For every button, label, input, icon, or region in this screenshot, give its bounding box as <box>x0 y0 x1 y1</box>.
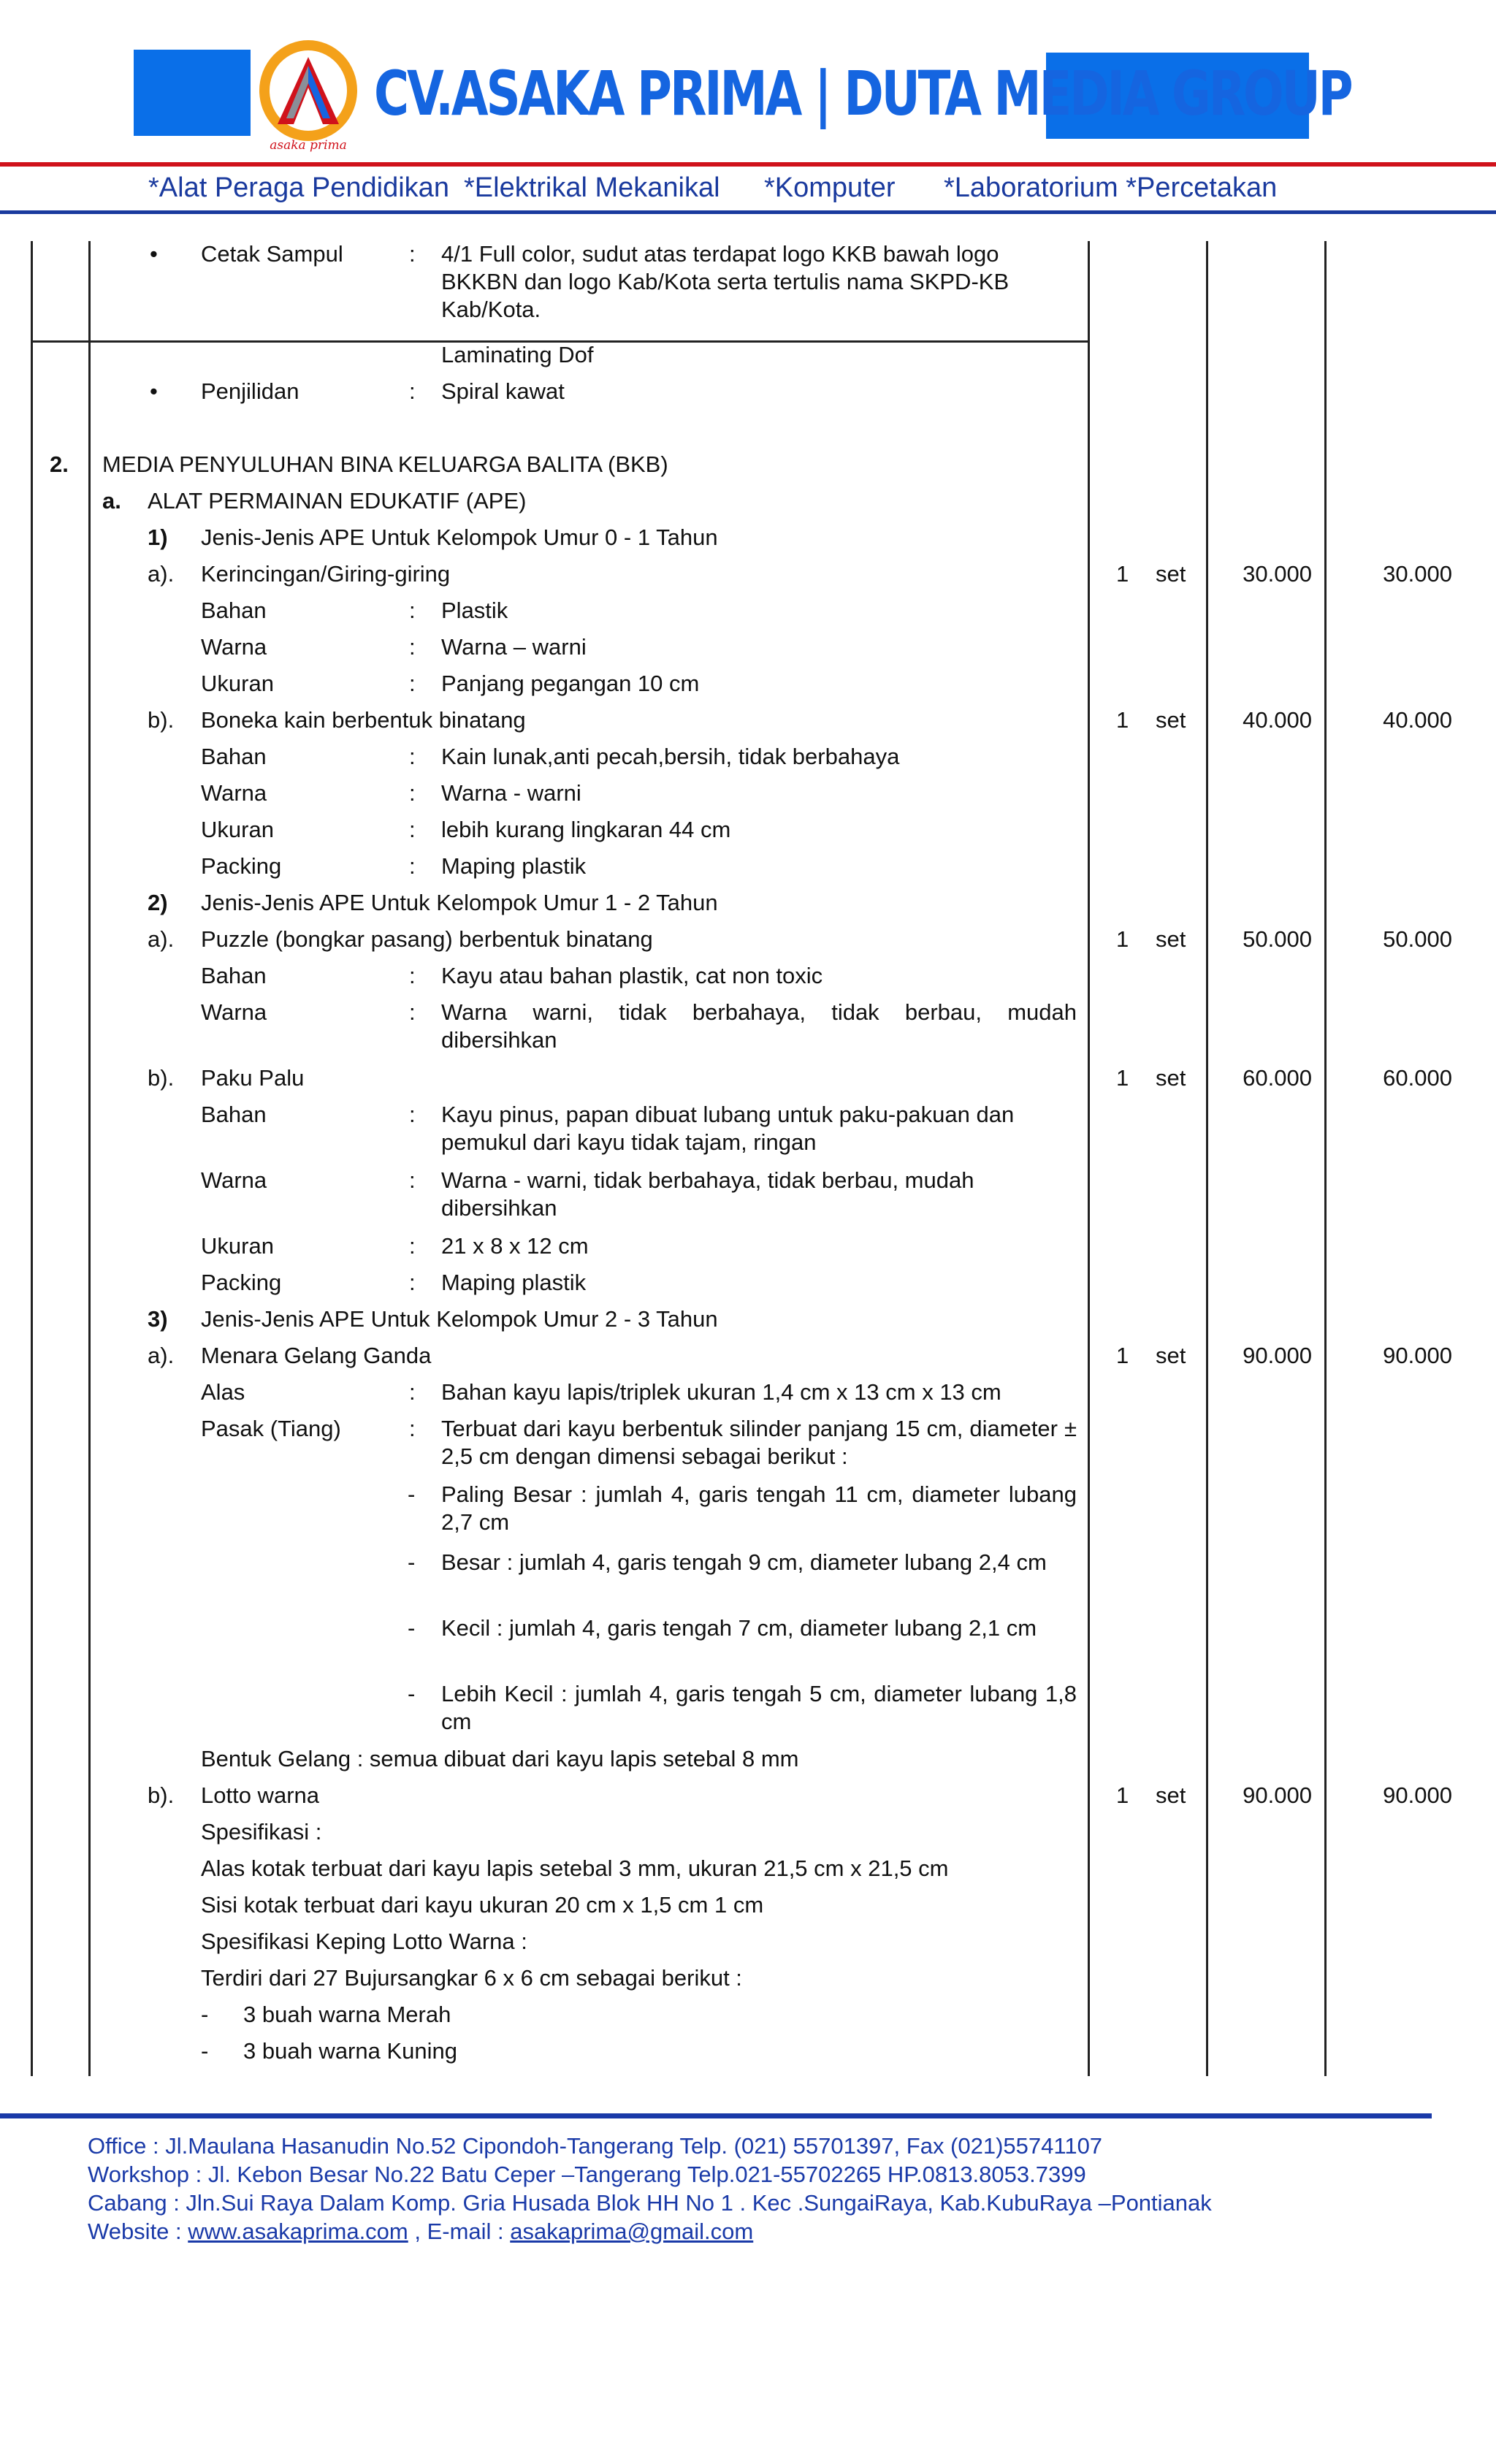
spec-value: Panjang pegangan 10 cm <box>441 671 700 696</box>
colon: : <box>409 1270 416 1295</box>
group-2-title: Jenis-Jenis APE Untuk Kelompok Umur 1 - 2 Tahun <box>201 890 718 915</box>
item-no: b). <box>148 1782 175 1808</box>
colon: : <box>409 1416 416 1441</box>
item-price: 30.000 <box>1243 561 1312 587</box>
table-col-desc <box>1088 241 1090 2076</box>
item-qty: 1 <box>1116 1782 1129 1808</box>
spec-note: Bentuk Gelang : semua dibuat dari kayu lapis setebal 8 mm <box>201 1746 799 1771</box>
item-name: Puzzle (bongkar pasang) berbentuk binatang <box>201 926 653 952</box>
item-name: Boneka kain berbentuk binatang <box>201 707 526 733</box>
item-name: Paku Palu <box>201 1065 305 1091</box>
spec-value: Warna warni, tidak berbahaya, tidak berbau, mudah dibersihkan <box>441 999 1077 1053</box>
spec-value: Maping plastik <box>441 853 587 879</box>
spec-value: 21 x 8 x 12 cm <box>441 1233 589 1259</box>
item-unit: set <box>1156 1065 1186 1091</box>
spec-label: Ukuran <box>201 671 274 696</box>
item-unit: set <box>1156 1343 1186 1368</box>
header-red-line <box>0 162 1496 167</box>
section-number: 2. <box>50 451 69 477</box>
tagline-bar <box>0 172 1496 209</box>
dash: - <box>201 2038 209 2064</box>
spec-value: Warna - warni, tidak berbahaya, tidak berbau, mudah dibersihkan <box>441 1167 974 1221</box>
header-navy-line <box>0 210 1496 214</box>
colon: : <box>409 744 416 769</box>
spec-value: Kain lunak,anti pecah,bersih, tidak berbahaya <box>441 744 900 769</box>
spec-label: Ukuran <box>201 1233 274 1259</box>
colon: : <box>409 241 416 267</box>
item-price: 60.000 <box>1243 1065 1312 1091</box>
spec-line: Sisi kotak terbuat dari kayu ukuran 20 cm x 1,5 cm 1 cm <box>201 1892 764 1918</box>
subsection-a-no: a. <box>102 488 121 514</box>
item-unit: set <box>1156 561 1186 587</box>
spec-value: Warna - warni <box>441 780 581 806</box>
label-penjilidan: Penjilidan <box>201 378 299 404</box>
spec-label: Pasak (Tiang) <box>201 1416 341 1441</box>
tagline-3: *Komputer <box>764 172 896 203</box>
footer-workshop: Workshop : Jl. Kebon Besar No.22 Batu Ceper –Tangerang Telp.021-55702265 HP.0813.8053.7399 <box>88 2162 1086 2187</box>
dimension-item: Besar : jumlah 4, garis tengah 9 cm, diameter lubang 2,4 cm <box>441 1549 1047 1575</box>
item-unit: set <box>1156 707 1186 733</box>
spec-label: Alas <box>201 1379 245 1405</box>
group-3-title: Jenis-Jenis APE Untuk Kelompok Umur 2 - 3 Tahun <box>201 1306 718 1332</box>
dash: - <box>408 1549 416 1575</box>
spec-line: Spesifikasi Keping Lotto Warna : <box>201 1929 527 1954</box>
tagline-4: *Laboratorium *Percetakan <box>944 172 1278 203</box>
colon: : <box>409 1102 416 1127</box>
item-price: 90.000 <box>1243 1782 1312 1808</box>
logo-caption: asaka prima <box>270 138 347 153</box>
spec-label: Bahan <box>201 1102 267 1127</box>
item-total: 40.000 <box>1383 707 1452 733</box>
website-label: Website : <box>88 2219 188 2244</box>
dimension-item: Paling Besar : jumlah 4, garis tengah 11 cm, diameter lubang 2,7 cm <box>441 1481 1077 1535</box>
spec-label: Packing <box>201 1270 282 1295</box>
item-no: a). <box>148 1343 175 1368</box>
tagline-2: *Elektrikal Mekanikal <box>464 172 720 203</box>
item-unit: set <box>1156 926 1186 952</box>
item-unit: set <box>1156 1782 1186 1808</box>
spec-list-item: 3 buah warna Merah <box>243 2002 451 2027</box>
bullet: • <box>150 241 158 267</box>
value-cetak-sampul: 4/1 Full color, sudut atas terdapat logo KKB bawah logo BKKBN dan logo Kab/Kota serta tertulis nama SKPD-KB Kab/Kota. <box>441 241 1010 322</box>
dimension-item: Kecil : jumlah 4, garis tengah 7 cm, diameter lubang 2,1 cm <box>441 1615 1037 1641</box>
spec-label: Warna <box>201 634 267 660</box>
spec-list-item: 3 buah warna Kuning <box>243 2038 458 2064</box>
company-logo <box>257 37 359 153</box>
tagline-1: *Alat Peraga Pendidikan <box>148 172 449 203</box>
item-price: 50.000 <box>1243 926 1312 952</box>
spec-label: Warna <box>201 780 267 806</box>
item-total: 90.000 <box>1383 1343 1452 1368</box>
item-qty: 1 <box>1116 561 1129 587</box>
table-col-price <box>1324 241 1327 2076</box>
footer-cabang: Cabang : Jln.Sui Raya Dalam Komp. Gria Husada Blok HH No 1 . Kec .SungaiRaya, Kab.KubuRaya –Pontianak <box>88 2190 1212 2216</box>
dash: - <box>408 1481 416 1507</box>
bullet: • <box>150 378 158 404</box>
website-link[interactable]: www.asakaprima.com <box>188 2219 408 2244</box>
item-name: Lotto warna <box>201 1782 319 1808</box>
item-no: a). <box>148 926 175 952</box>
dash: - <box>408 1615 416 1641</box>
item-no: b). <box>148 707 175 733</box>
spec-line: Spesifikasi : <box>201 1819 322 1845</box>
item-no: a). <box>148 561 175 587</box>
item-total: 60.000 <box>1383 1065 1452 1091</box>
spec-value: Bahan kayu lapis/triplek ukuran 1,4 cm x 13 cm x 13 cm <box>441 1379 1001 1405</box>
spec-label: Packing <box>201 853 282 879</box>
item-total: 30.000 <box>1383 561 1452 587</box>
footer-office: Office : Jl.Maulana Hasanudin No.52 Cipondoh-Tangerang Telp. (021) 55701397, Fax (021)55741107 <box>88 2133 1103 2159</box>
item-price: 90.000 <box>1243 1343 1312 1368</box>
spec-value: Warna – warni <box>441 634 587 660</box>
item-qty: 1 <box>1116 1065 1129 1091</box>
header-blue-block-left <box>134 50 251 136</box>
colon: : <box>409 780 416 806</box>
value-laminating: Laminating Dof <box>441 342 594 367</box>
colon: : <box>409 598 416 623</box>
spec-label: Bahan <box>201 598 267 623</box>
email-link[interactable]: asakaprima@gmail.com <box>510 2219 754 2244</box>
spec-line: Alas kotak terbuat dari kayu lapis setebal 3 mm, ukuran 21,5 cm x 21,5 cm <box>201 1855 949 1881</box>
spec-value: Maping plastik <box>441 1270 587 1295</box>
table-border-left <box>31 241 33 2076</box>
spec-value: lebih kurang lingkaran 44 cm <box>441 817 731 842</box>
spec-value: Terbuat dari kayu berbentuk silinder panjang 15 cm, diameter ± 2,5 cm dengan dimensi sebagai berikut : <box>441 1416 1077 1469</box>
item-total: 90.000 <box>1383 1782 1452 1808</box>
subsection-a-title: ALAT PERMAINAN EDUKATIF (APE) <box>148 488 527 514</box>
item-name: Menara Gelang Ganda <box>201 1343 432 1368</box>
section-title: MEDIA PENYULUHAN BINA KELUARGA BALITA (BKB) <box>102 451 668 477</box>
colon: : <box>409 671 416 696</box>
item-qty: 1 <box>1116 1343 1129 1368</box>
email-label: , E-mail : <box>408 2219 511 2244</box>
item-total: 50.000 <box>1383 926 1452 952</box>
company-name: CV.ASAKA PRIMA | DUTA MEDIA GROUP <box>374 58 1351 129</box>
item-qty: 1 <box>1116 707 1129 733</box>
table-col-qty <box>1206 241 1208 2076</box>
colon: : <box>409 1379 416 1405</box>
colon: : <box>409 999 416 1025</box>
group-1-title: Jenis-Jenis APE Untuk Kelompok Umur 0 - 1 Tahun <box>201 525 718 550</box>
footer-navy-line <box>0 2113 1432 2118</box>
dash: - <box>408 1681 416 1706</box>
spec-value: Plastik <box>441 598 508 623</box>
item-price: 40.000 <box>1243 707 1312 733</box>
colon: : <box>409 378 416 404</box>
group-2-no: 2) <box>148 890 168 915</box>
colon: : <box>409 817 416 842</box>
item-no: b). <box>148 1065 175 1091</box>
group-1-no: 1) <box>148 525 168 550</box>
colon: : <box>409 1233 416 1259</box>
spec-label: Bahan <box>201 963 267 988</box>
colon: : <box>409 634 416 660</box>
colon: : <box>409 963 416 988</box>
item-qty: 1 <box>1116 926 1129 952</box>
label-cetak-sampul: Cetak Sampul <box>201 241 343 267</box>
spec-label: Warna <box>201 999 267 1025</box>
spec-label: Ukuran <box>201 817 274 842</box>
spec-label: Warna <box>201 1167 267 1193</box>
dimension-item: Lebih Kecil : jumlah 4, garis tengah 5 cm, diameter lubang 1,8 cm <box>441 1681 1077 1734</box>
item-name: Kerincingan/Giring-giring <box>201 561 451 587</box>
spec-value: Kayu pinus, papan dibuat lubang untuk paku-pakuan dan pemukul dari kayu tidak tajam, ringan <box>441 1102 1015 1155</box>
spec-line: Terdiri dari 27 Bujursangkar 6 x 6 cm sebagai berikut : <box>201 1965 742 1991</box>
spec-label: Bahan <box>201 744 267 769</box>
colon: : <box>409 1167 416 1193</box>
footer-contact <box>88 2217 753 2246</box>
table-col-no <box>88 241 91 2076</box>
value-penjilidan: Spiral kawat <box>441 378 565 404</box>
colon: : <box>409 853 416 879</box>
group-3-no: 3) <box>148 1306 168 1332</box>
spec-value: Kayu atau bahan plastik, cat non toxic <box>441 963 823 988</box>
dash: - <box>201 2002 209 2027</box>
